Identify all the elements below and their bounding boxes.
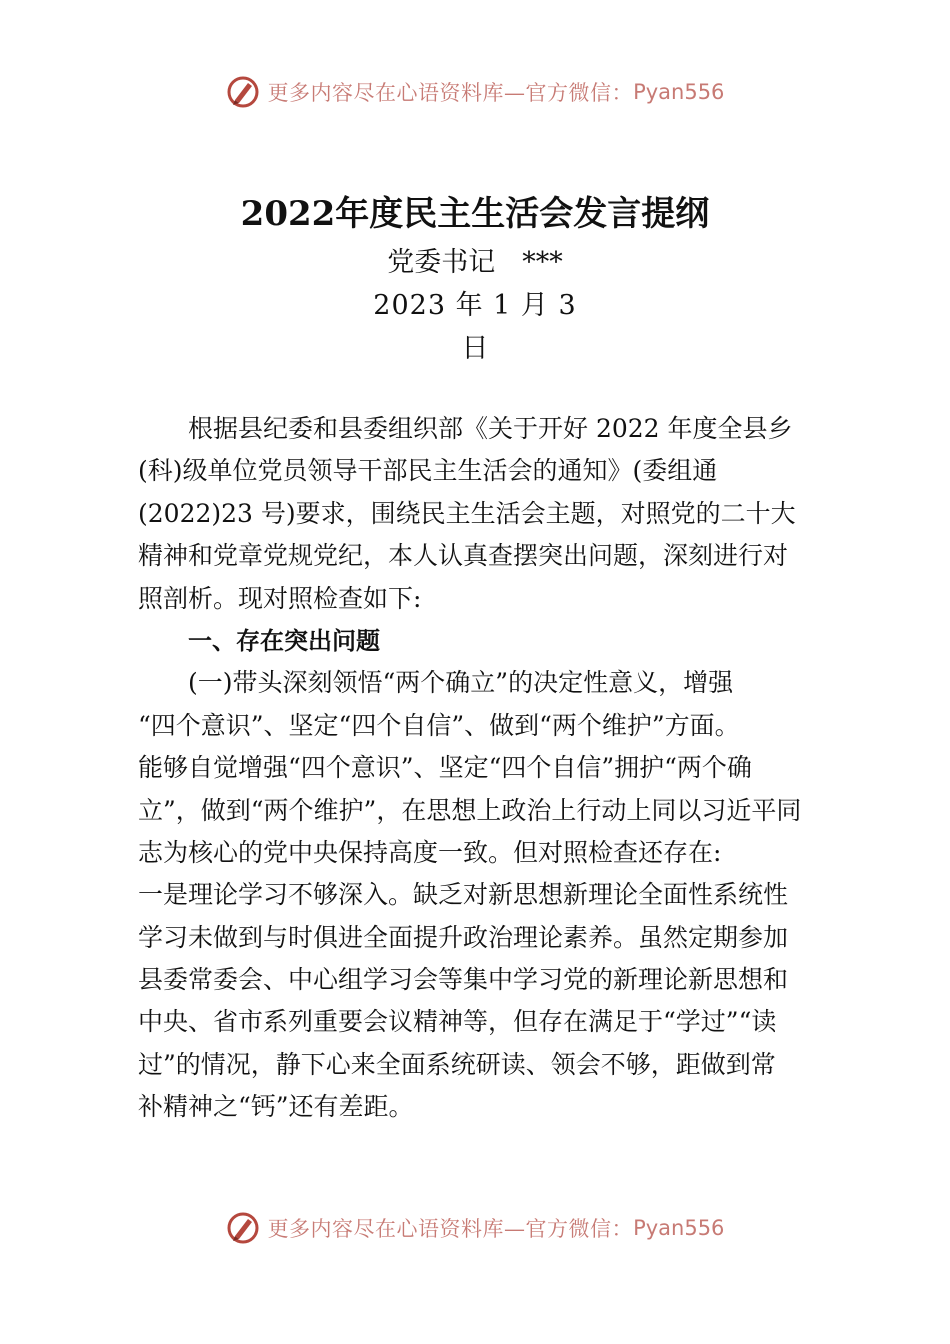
intro-line: (科)级单位党员领导干部民主生活会的通知》(委组通 (138, 456, 718, 486)
section-heading: 一、存在突出问题 (188, 626, 380, 655)
section-line: “四个意识”、坚定“四个自信”、做到“两个维护”方面。 (138, 710, 740, 740)
section-line: 学习未做到与时俱进全面提升政治理论素养。虽然定期参加 (138, 922, 789, 952)
intro-line: 精神和党章党规党纪，本人认真查摆突出问题，深刻进行对 (138, 541, 789, 571)
section-line: 中央、省市系列重要会议精神等，但存在满足于“学过”“读 (138, 1007, 777, 1037)
section-line: (一)带头深刻领悟“两个确立”的决定性意义，增强 (138, 668, 734, 698)
pen-logo-icon (226, 75, 260, 109)
watermark-wechat-id: Pyan556 (633, 80, 725, 104)
document-date-line2: 日 (461, 333, 489, 364)
document-title: 2022年度民主生活会发言提纲 (240, 194, 710, 234)
watermark-text: 更多内容尽在心语资料库—官方微信： (267, 1217, 634, 1241)
section-line: 一是理论学习不够深入。缺乏对新思想新理论全面性系统性 (138, 880, 789, 910)
watermark-text: 更多内容尽在心语资料库—官方微信： (267, 81, 634, 105)
section-line: 能够自觉增强“四个意识”、坚定“四个自信”拥护“两个确 (138, 753, 752, 783)
watermark-banner-top (0, 72, 950, 112)
section-line: 过”的情况，静下心来全面系统研读、领会不够，距做到常 (138, 1049, 776, 1079)
watermark-banner-bottom (0, 1208, 950, 1248)
intro-line: 照剖析。现对照检查如下: (138, 583, 422, 613)
section-line: 立”，做到“两个维护”，在思想上政治上行动上同以习近平同 (138, 795, 802, 825)
document-author: 党委书记 *** (387, 247, 563, 278)
document-body (138, 408, 808, 1129)
section-line: 县委常委会、中心组学习会等集中学习党的新理论新思想和 (138, 965, 789, 995)
watermark-wechat-id: Pyan556 (633, 1216, 725, 1240)
pen-logo-icon (226, 1211, 260, 1245)
intro-line: (2022)23 号)要求，围绕民主生活会主题，对照党的二十大 (138, 498, 796, 528)
section-line: 补精神之“钙”还有差距。 (138, 1092, 414, 1122)
document-date-line1: 2023 年 1 月 3 (373, 290, 577, 321)
section-line: 志为核心的党中央保持高度一致。但对照检查还存在: (138, 837, 722, 867)
intro-line: 根据县纪委和县委组织部《关于开好 2022 年度全县乡 (138, 414, 793, 443)
